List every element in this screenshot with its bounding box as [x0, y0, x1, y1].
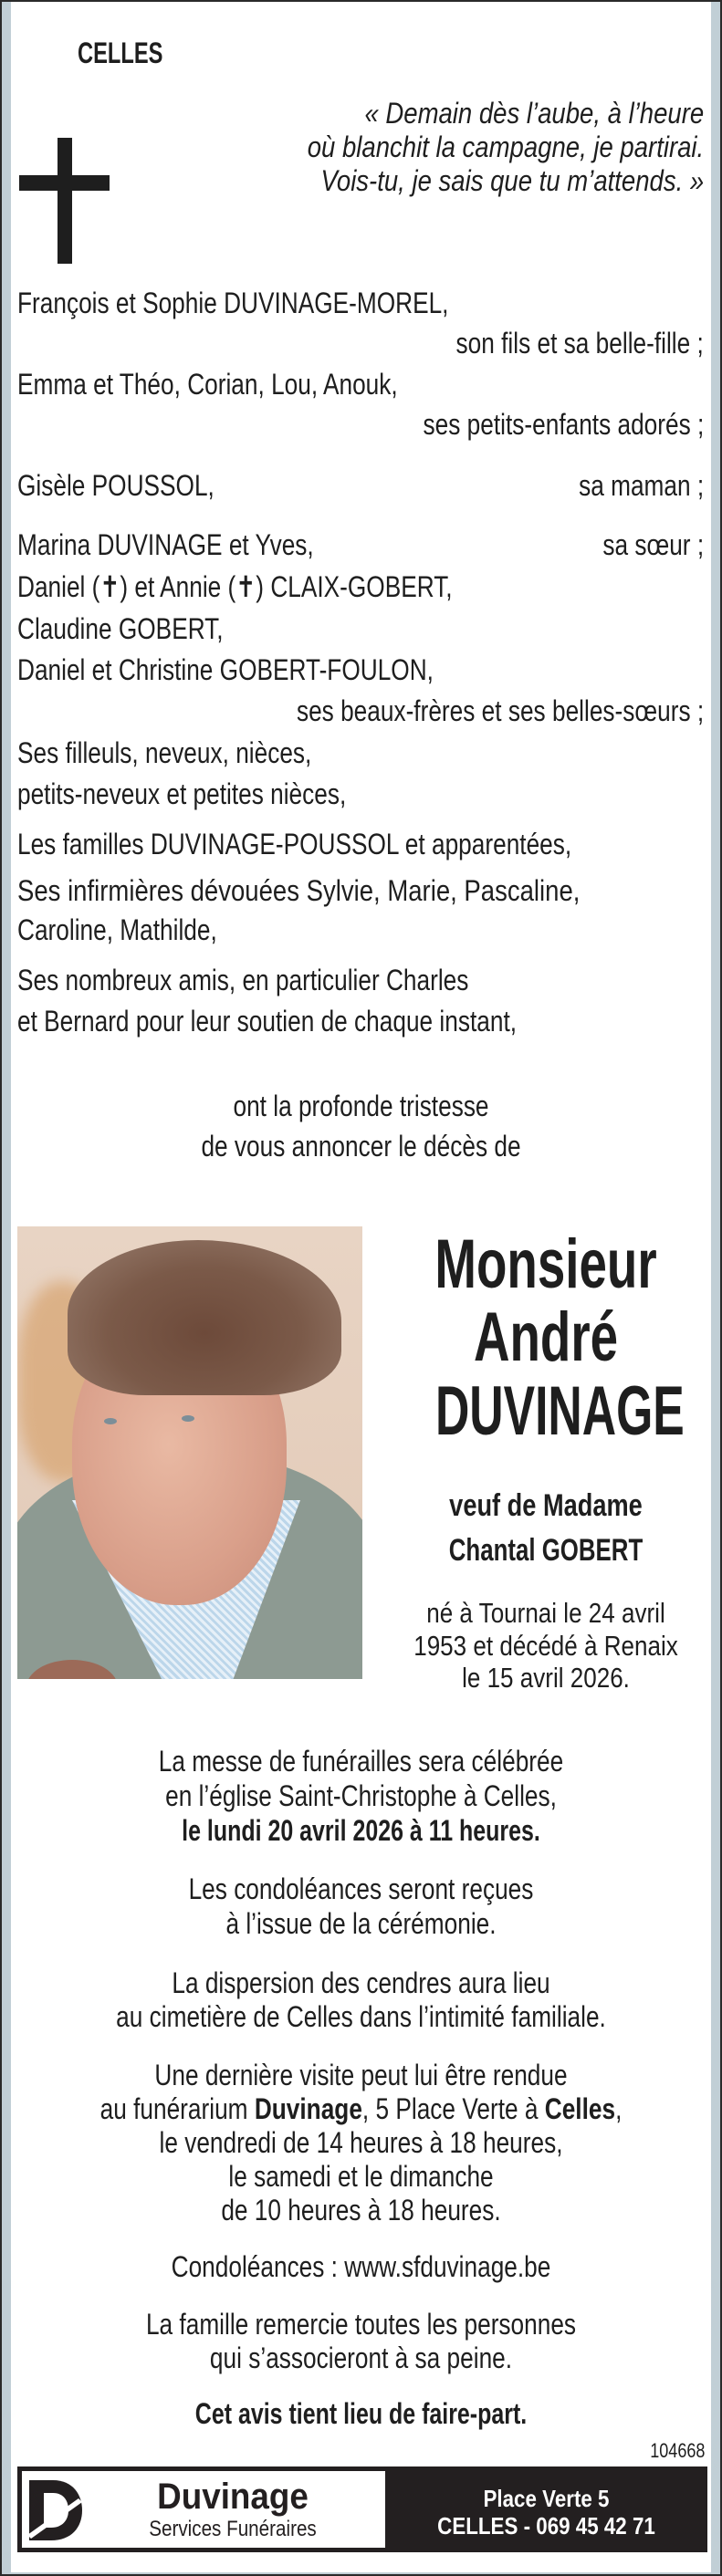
notice-statement: Cet avis tient lieu de faire-part.: [194, 2397, 528, 2430]
visit-address-line: [65, 2094, 657, 2123]
ashes-line: au cimetière de Celles dans l’intimité familiale.: [116, 2000, 606, 2033]
visit-text: ,: [615, 2092, 623, 2125]
family-grandchildren-relation: ses petits-enfants adorés ;: [423, 408, 704, 441]
family-mother-relation: sa maman ;: [578, 469, 704, 502]
family-nurses-line: Caroline, Mathilde,: [17, 913, 217, 946]
widower-line: Chantal GOBERT: [448, 1533, 644, 1568]
poem-quote: [243, 99, 704, 200]
condolences-line: Les condoléances seront reçues: [188, 1872, 534, 1905]
quote-line: Vois-tu, je sais que tu m’attends. »: [320, 164, 704, 197]
family-godchildren-line: Ses filleuls, neveux, nièces,: [17, 736, 312, 769]
deceased-title: Monsieur: [434, 1225, 657, 1303]
deceased-last-name: DUVINAGE: [434, 1372, 685, 1450]
ashes-line: La dispersion des cendres aura lieu: [172, 1966, 550, 1999]
funeral-line: en l’église Saint-Christophe à Celles,: [165, 1779, 557, 1812]
thanks-line: qui s’associeront à sa peine.: [209, 2341, 513, 2374]
visit-line: le vendredi de 14 heures à 18 heures,: [159, 2126, 563, 2159]
family-grandchildren-names: Emma et Théo, Corian, Lou, Anouk,: [17, 368, 398, 401]
quote-line: où blanchit la campagne, je partirai.: [307, 130, 704, 163]
funeral-home-phone[interactable]: CELLES - 069 45 42 71: [437, 2512, 655, 2539]
family-families-line: Les familles DUVINAGE-POUSSOL et apparentées,: [17, 828, 572, 860]
family-inlaw-line: Daniel et Christine GOBERT-FOULON,: [17, 653, 434, 686]
funeral-home-name: Duvinage: [254, 2092, 362, 2125]
town-heading: CELLES: [78, 37, 163, 69]
deceased-portrait-photo: [17, 1226, 362, 1679]
birth-death-line: le 15 avril 2026.: [462, 1662, 630, 1694]
family-son-relation: son fils et sa belle-fille ;: [455, 327, 704, 360]
announcement-line: ont la profonde tristesse: [233, 1090, 489, 1122]
condolences-website[interactable]: Condoléances : www.sfduvinage.be: [171, 2250, 551, 2283]
family-friends-line: Ses nombreux amis, en particulier Charles: [17, 964, 469, 996]
family-son-names: François et Sophie DUVINAGE-MOREL,: [17, 287, 449, 319]
visit-line: le samedi et le dimanche: [228, 2160, 494, 2193]
family-friends-line: et Bernard pour leur soutien de chaque instant,: [17, 1005, 518, 1038]
funeral-home-address: Place Verte 5: [483, 2485, 610, 2512]
visit-line: Une dernière visite peut lui être rendue: [154, 2059, 568, 2091]
widower-line: veuf de Madame: [449, 1488, 643, 1523]
condolences-line: à l’issue de la cérémonie.: [225, 1907, 497, 1940]
deceased-first-name: André: [473, 1298, 619, 1376]
family-inlaw-line: Daniel (✝) et Annie (✝) CLAIX-GOBERT,: [17, 570, 453, 603]
announcement-line: de vous annoncer le décès de: [201, 1130, 521, 1163]
duvinage-d-logo-icon: [26, 2478, 84, 2542]
funeral-date-time: le lundi 20 avril 2026 à 11 heures.: [182, 1814, 540, 1847]
funeral-home-tagline: Services Funéraires: [149, 2517, 317, 2541]
birth-death-line: 1953 et décédé à Renaix: [413, 1630, 678, 1662]
family-nurses-line: Ses infirmières dévouées Sylvie, Marie, Pascaline,: [17, 874, 581, 907]
visit-town: Celles: [544, 2092, 616, 2125]
reference-number: 104668: [649, 2439, 705, 2462]
family-godchildren-line: petits-neveux et petites nièces,: [17, 777, 347, 810]
birth-death-line: né à Tournai le 24 avril: [426, 1597, 665, 1629]
quote-line: « Demain dès l’aube, à l’heure: [364, 97, 704, 130]
visit-line: de 10 heures à 18 heures.: [221, 2194, 501, 2227]
visit-text: , 5 Place Verte à: [361, 2092, 545, 2125]
funeral-home-brand: Duvinage: [157, 2477, 309, 2517]
thanks-line: La famille remercie toutes les personnes: [145, 2308, 577, 2341]
visit-text: au funérarium: [99, 2092, 255, 2125]
family-sister-name: Marina DUVINAGE et Yves,: [17, 528, 314, 561]
family-inlaw-line: Claudine GOBERT,: [17, 612, 224, 645]
family-sister-relation: sa sœur ;: [602, 528, 704, 561]
family-inlaws-relation: ses beaux-frères et ses belles-sœurs ;: [296, 694, 704, 727]
funeral-line: La messe de funérailles sera célébrée: [158, 1745, 564, 1778]
family-mother-name: Gisèle POUSSOL,: [17, 469, 215, 502]
